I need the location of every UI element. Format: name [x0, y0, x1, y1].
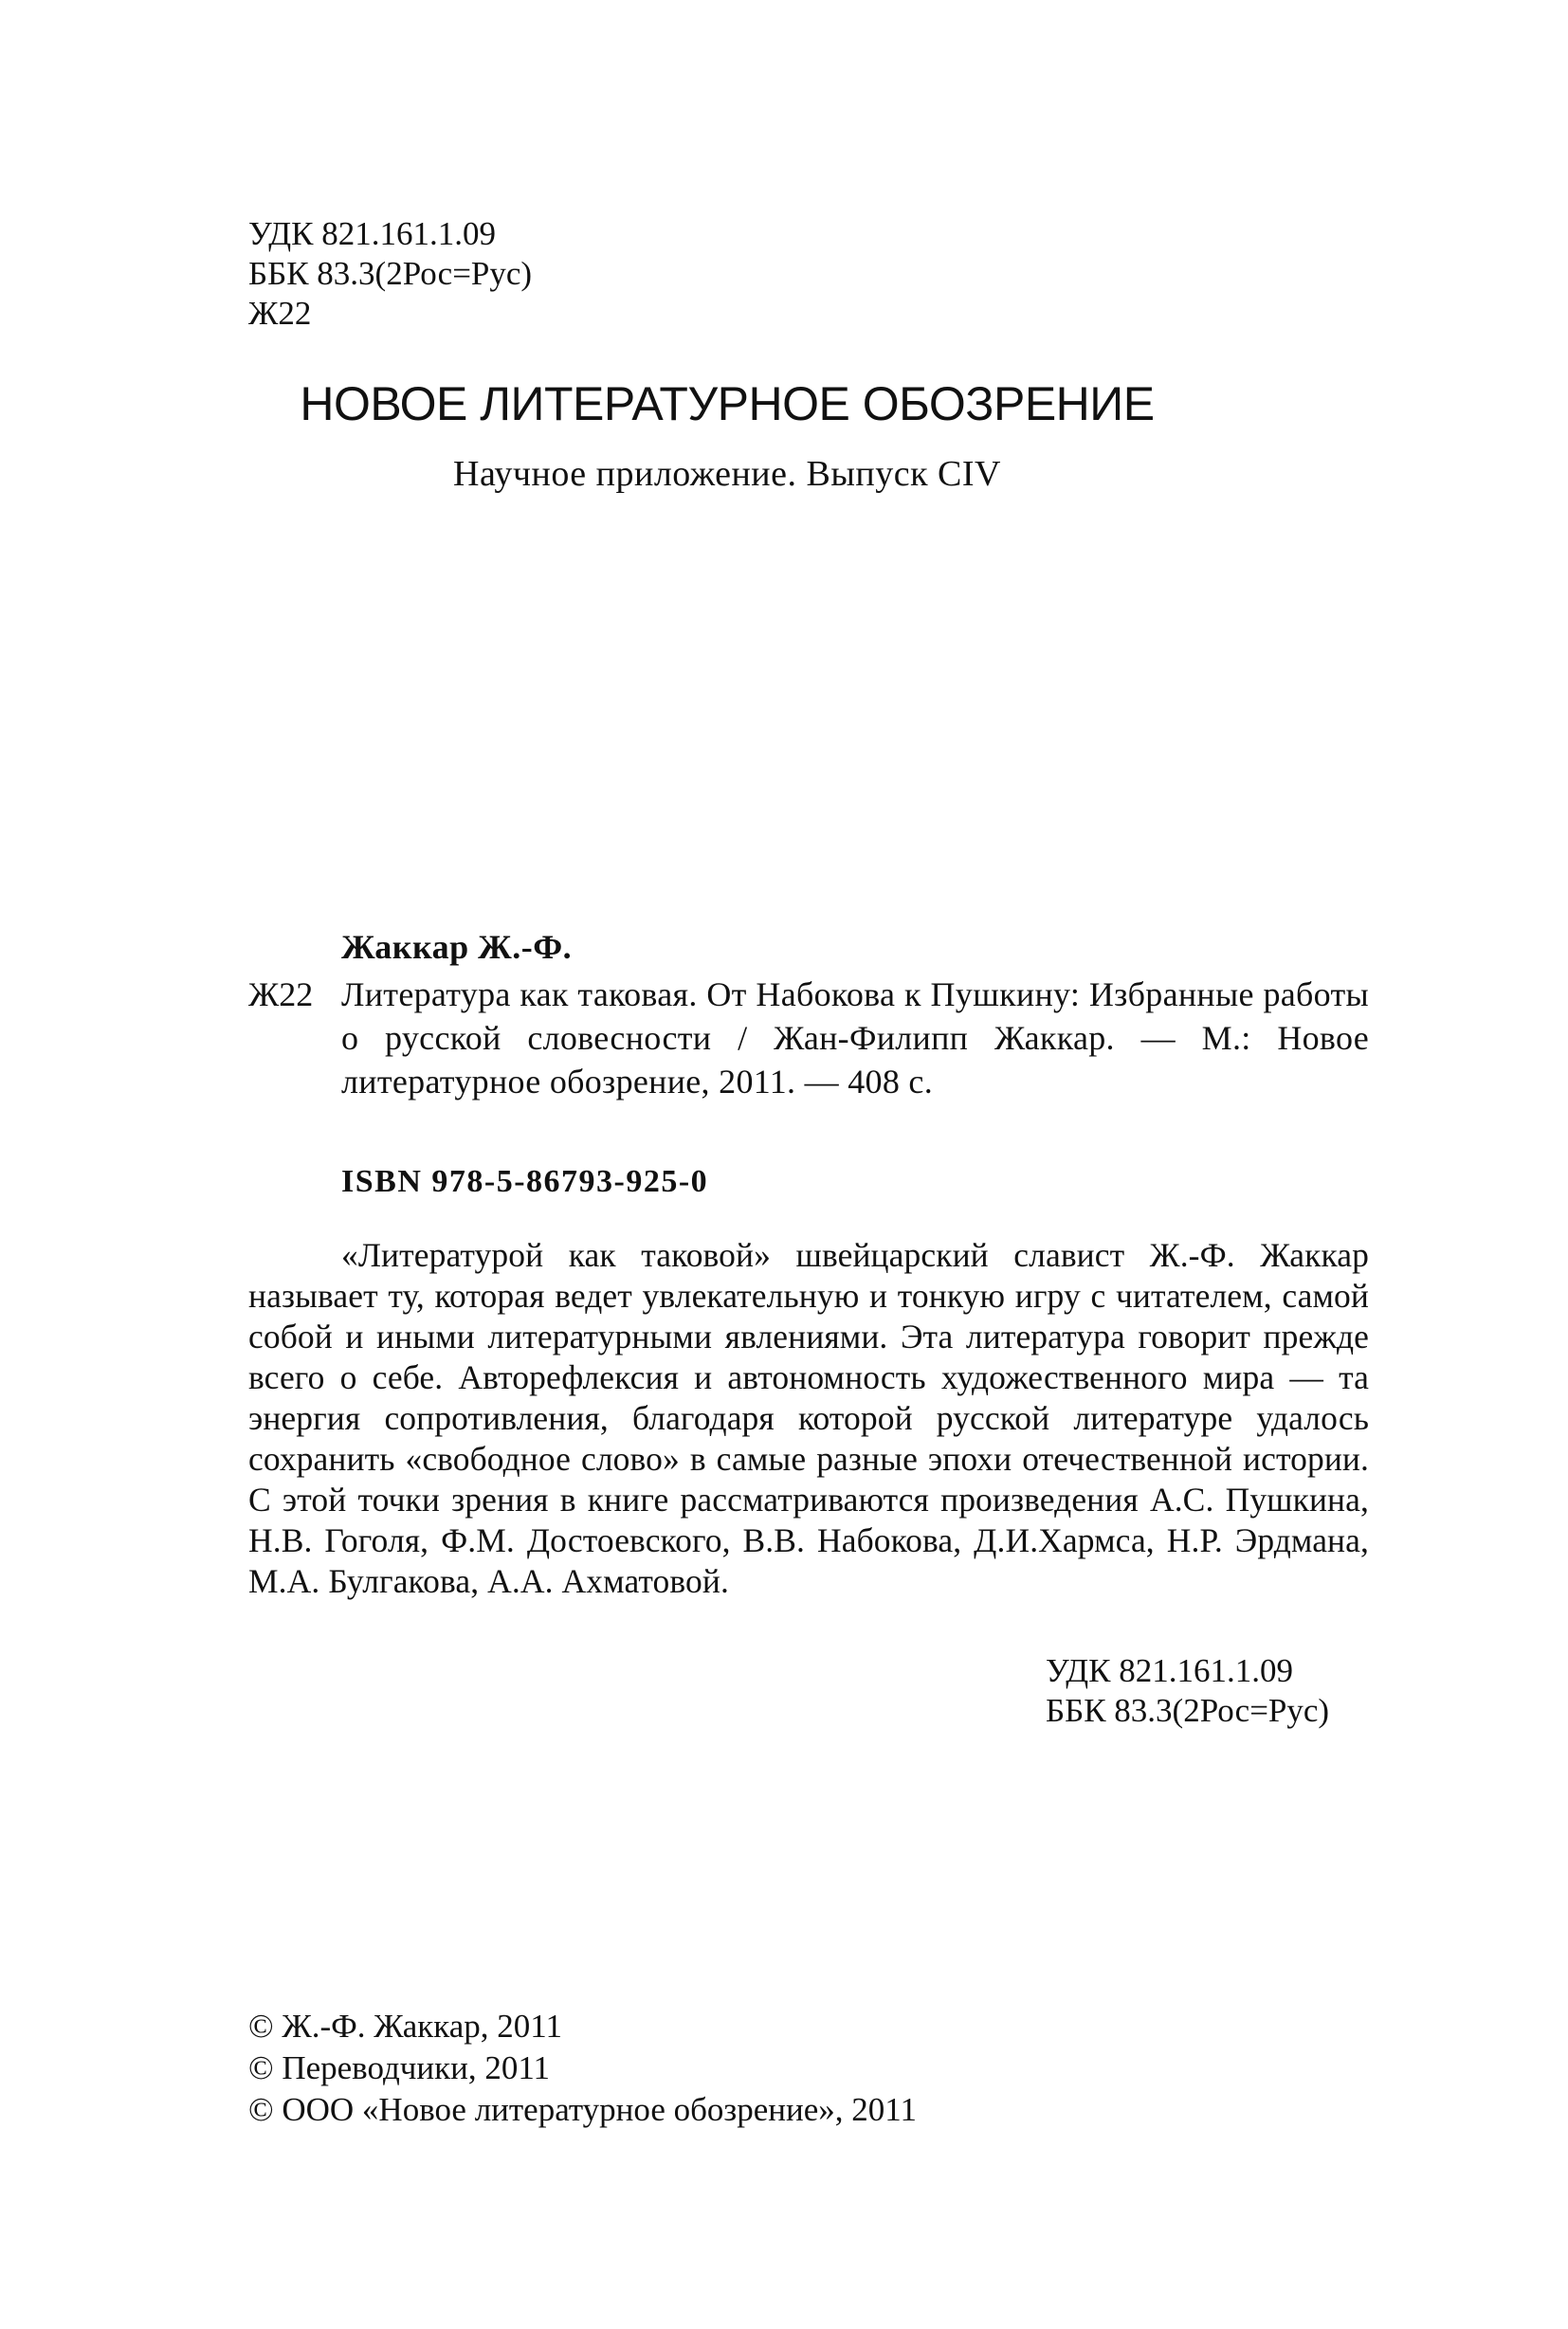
- author-heading: Жаккар Ж.-Ф.: [341, 928, 573, 966]
- copyright-publisher: © ООО «Новое литературное обозрение», 2011: [248, 2091, 917, 2128]
- abstract-paragraph: «Литературой как таковой» швейцарский славист Ж.-Ф. Жаккар называет ту, которая ведет увлекательную и тонкую игру с читателем, самой собой и иными литературными явлениями. Эта литература говорит прежде всего о себе. Авторефлексия и автономность художественного мира — та энергия сопротивления, благодаря которой русской литературе удалось сохранить «свободное слово» в самые разные эпохи отечественной истории. С этой точки зрения в книге рассматриваются произведения А.С. Пушкина, Н.В. Гоголя, Ф.М. Достоевского, В.В. Набокова, Д.И.Хармса, Н.Р. Эрдмана, М.А. Булгакова, А.А. Ахматовой.: [248, 1236, 1369, 1600]
- series-title-text: НОВОЕ ЛИТЕРАТУРНОЕ ОБОЗРЕНИЕ: [300, 377, 1155, 430]
- copyright-block: [248, 2006, 917, 2131]
- classification-bottom: [1046, 1651, 1329, 1731]
- bib-cutter-code: Ж22: [248, 975, 314, 1013]
- udk-code: УДК 821.161.1.09: [248, 215, 496, 252]
- bbk-code-bottom: ББК 83.3(2Рос=Рус): [1046, 1692, 1330, 1729]
- series-title: [0, 376, 1568, 431]
- classification-top: [248, 214, 532, 334]
- isbn: ISBN 978-5-86793-925-0: [341, 1164, 709, 1199]
- series-subtitle-text: Научное приложение. Выпуск CIV: [453, 454, 1001, 494]
- bbk-code: ББК 83.3(2Рос=Рус): [248, 255, 533, 292]
- copyright-translators: © Переводчики, 2011: [248, 2049, 551, 2086]
- series-subtitle: [0, 453, 1568, 495]
- copyright-author: © Ж.-Ф. Жаккар, 2011: [248, 2008, 562, 2045]
- bibliographic-description: Литература как таковая. От Набокова к Пушкину: Избранные работы о русской словесности / Жан-Филипп Жаккар. — М.: Новое литературное обозрение, 2011. — 408 с.: [341, 975, 1369, 1101]
- udk-code-bottom: УДК 821.161.1.09: [1046, 1652, 1293, 1689]
- cutter-code: Ж22: [248, 295, 312, 332]
